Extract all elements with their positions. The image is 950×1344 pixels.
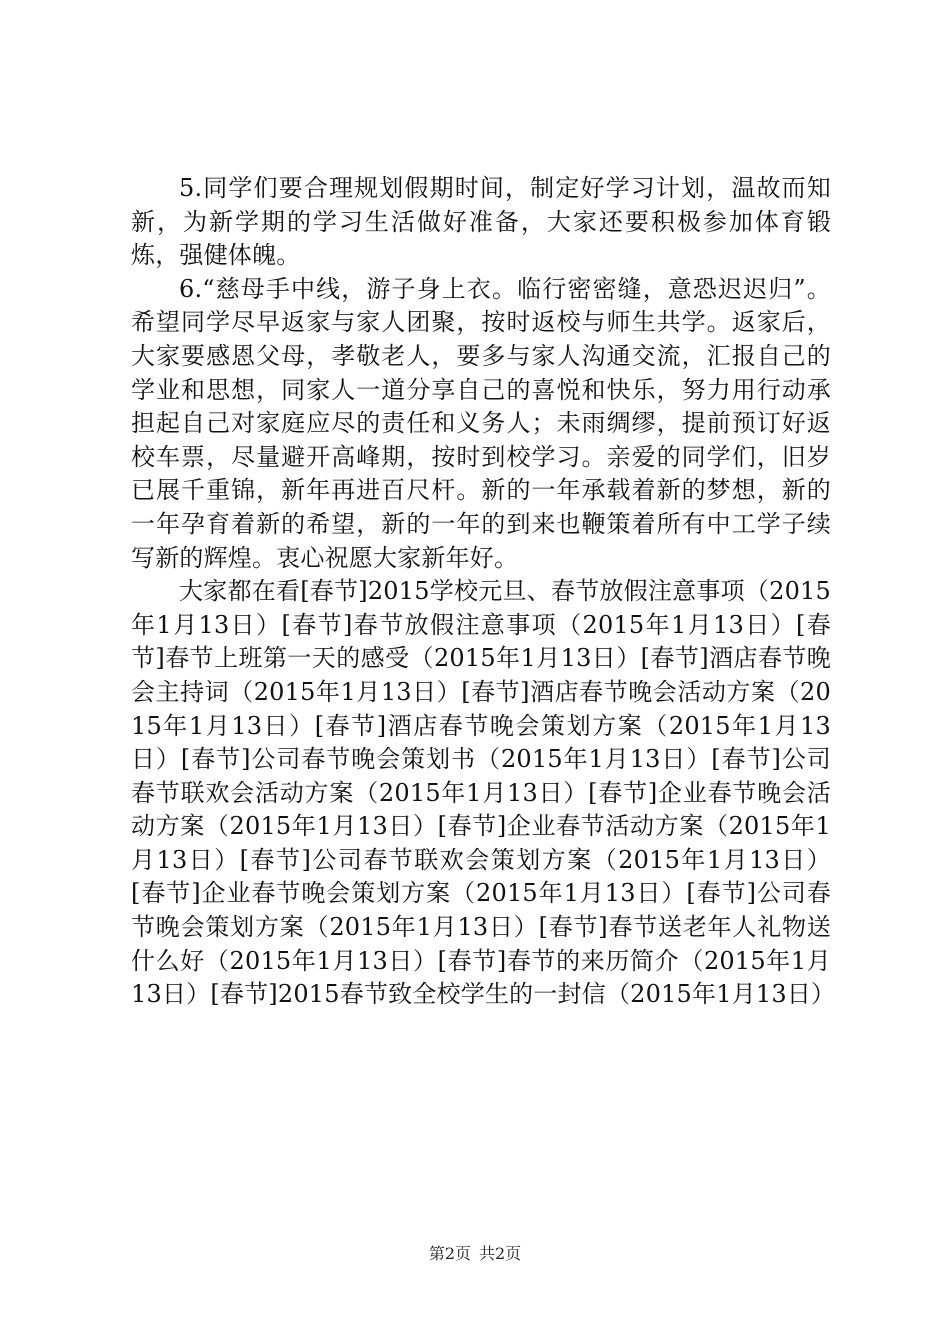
page-number: 第2页 <box>428 1244 471 1263</box>
related-articles-paragraph: 大家都在看[春节]2015学校元旦、春节放假注意事项（2015年1月13日）[春节]春节放假注意事项（2015年1月13日）[春节]春节上班第一天的感受（2015年1月13日）[春节]酒店春节晚会主持词（2015年1月13日）[春节]酒店春节晚会活动方案（2015年1月13日）[春节]酒店春节晚会策划方案（2015年1月13日）[春节]公司春节晚会策划书（2015年1月13日）[春节]公司春节联欢会活动方案（2015年1月13日）[春节]企业春节晚会活动方案（2015年1月13日）[春节]企业春节活动方案（2015年1月13日）[春节]公司春节联欢会策划方案（2015年1月13日）[春节]企业春节晚会策划方案（2015年1月13日）[春节]公司春节晚会策划方案（2015年1月13日）[春节]春节送老年人礼物送什么好（2015年1月13日）[春节]春节的来历简介（2015年1月13日）[春节]2015春节致全校学生的一封信（2015年1月13日） <box>131 577 836 1009</box>
paragraph-item-5: 5.同学们要合理规划假期时间，制定好学习计划，温故而知新，为新学期的学习生活做好准备，大家还要积极参加体育锻炼，强健体魄。 <box>131 174 831 270</box>
page-footer <box>0 1244 950 1264</box>
page-total: 共2页 <box>479 1244 522 1263</box>
paragraph-item-6: 6.“慈母手中线，游子身上衣。临行密密缝，意恐迟迟归”。希望同学尽早返家与家人团聚，按时返校与师生共学。返家后，大家要感恩父母，孝敬老人，要多与家人沟通交流，汇报自己的学业和思想，同家人一道分享自己的喜悦和快乐，努力用行动承担起自己对家庭应尽的责任和义务人；未雨绸缪，提前预订好返校车票，尽量避开高峰期，按时到校学习。亲爱的同学们，旧岁已展千重锦，新年再进百尺杆。新的一年承载着新的梦想，新的一年孕育着新的希望，新的一年的到来也鞭策着所有中工学子续写新的辉煌。衷心祝愿大家新年好。 <box>131 274 831 572</box>
document-body <box>131 172 836 1012</box>
